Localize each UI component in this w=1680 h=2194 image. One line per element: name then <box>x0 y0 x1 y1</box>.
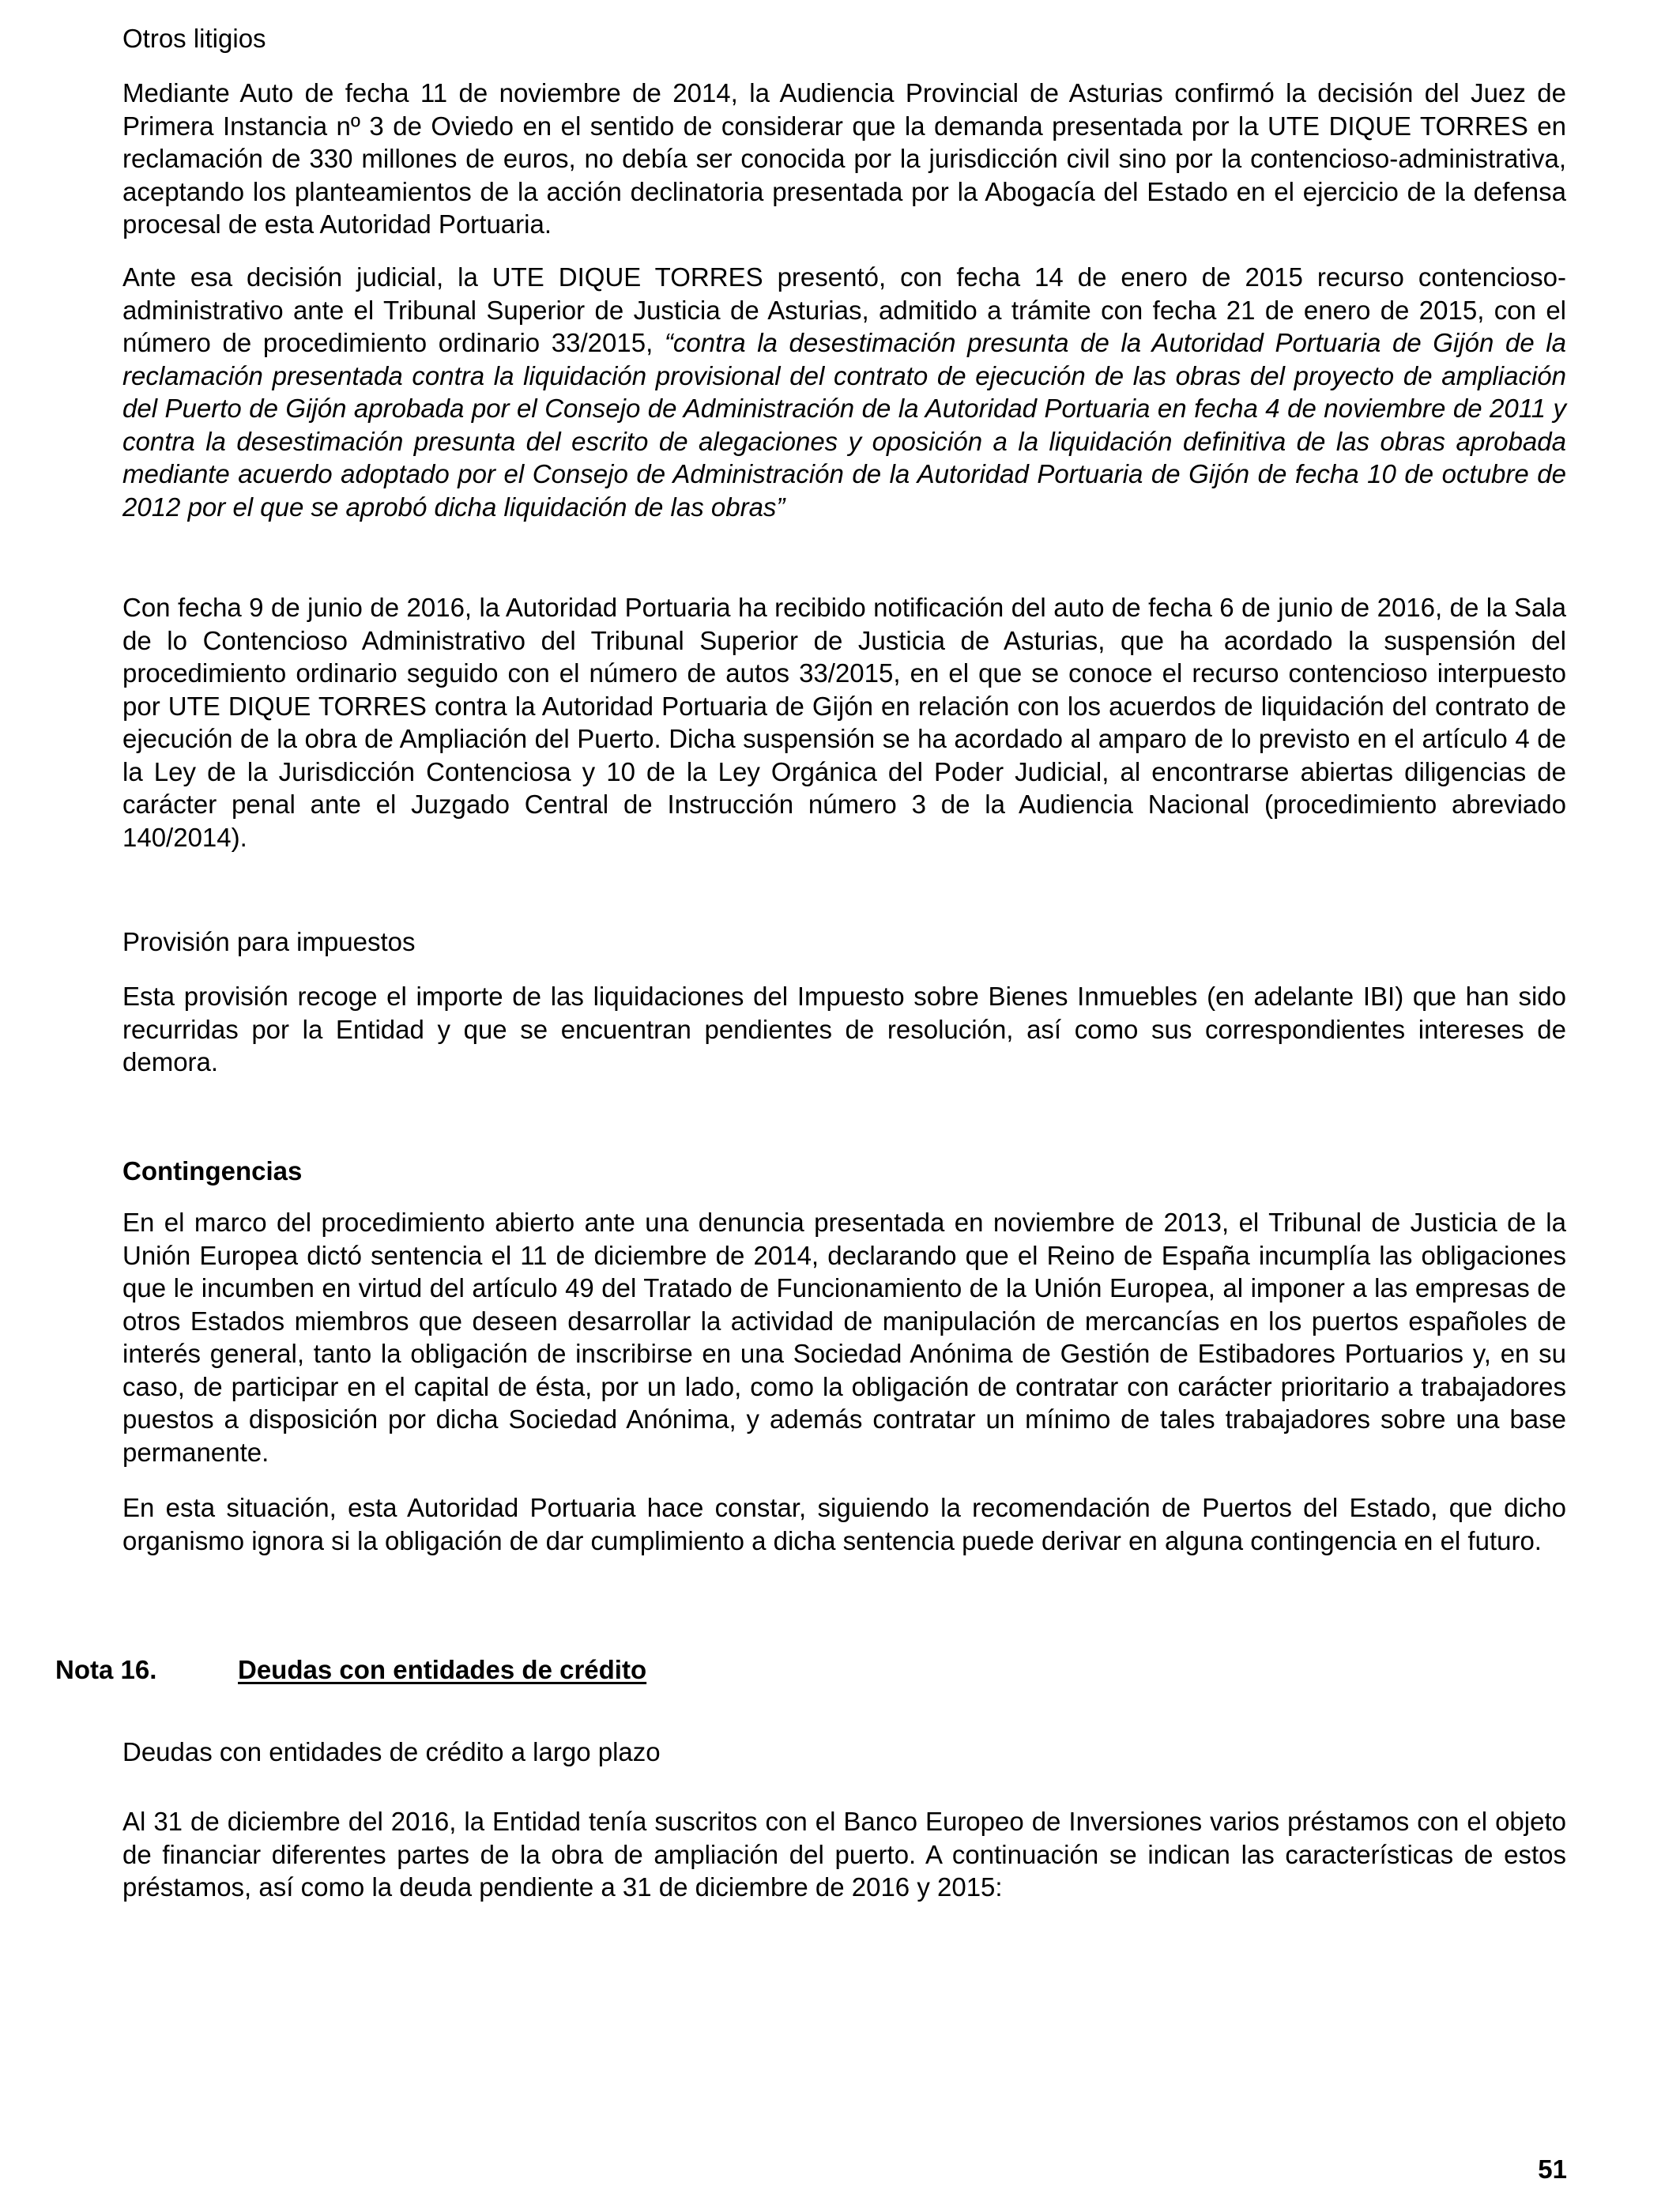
section-title-provision-impuestos: Provisión para impuestos <box>122 927 416 956</box>
paragraph-recurso-ute-quote: “contra la desestimación presunta de la Autoridad Portuaria de Gijón de la reclamación presentada contra la liquidación provisional del contrato de ejecución de las obras del proyecto de ampliación del Puerto de Gijón aprobada por el Consejo de Administración de la Autoridad Portuaria en fecha 4 de noviembre de 2011 y contra la desestimación presunta del escrito de alegaciones y oposición a la liquidación definitiva de las obras aprobada mediante acuerdo adoptado por el Consejo de Administración de la Autoridad Portuaria de Gijón de fecha 10 de octubre de 2012 por el que se aprobó dicha liquidación de las obras” <box>122 328 1566 522</box>
paragraph-auto-audiencia: Mediante Auto de fecha 11 de noviembre de 2014, la Audiencia Provincial de Asturias confirmó la decisión del Juez de Primera Instancia nº 3 de Oviedo en el sentido de considerar que la demanda presentada por la UTE DIQUE TORRES en reclamación de 330 millones de euros, no debía ser conocida por la jurisdicción civil sino por la contencioso-administrativa, aceptando los planteamientos de la acción declinatoria presentada por la Abogacía del Estado en el ejercicio de la defensa procesal de esta Autoridad Portuaria. <box>122 78 1566 239</box>
paragraph-provision-ibi: Esta provisión recoge el importe de las liquidaciones del Impuesto sobre Bienes Inmuebles (en adelante IBI) que han sido recurridas por la Entidad y que se encuentran pendientes de resolución, así como sus correspondientes intereses de demora. <box>122 982 1566 1076</box>
paragraph-suspension: Con fecha 9 de junio de 2016, la Autoridad Portuaria ha recibido notificación del auto de fecha 6 de junio de 2016, de la Sala de lo Contencioso Administrativo del Tribunal Superior de Justicia de Asturias, que ha acordado la suspensión del procedimiento ordinario seguido con el número de autos 33/2015, en el que se conoce el recurso contencioso interpuesto por UTE DIQUE TORRES contra la Autoridad Portuaria de Gijón en relación con los acuerdos de liquidación del contrato de ejecución de la obra de Ampliación del Puerto. Dicha suspensión se ha acordado al amparo de lo previsto en el artículo 4 de la Ley de la Jurisdicción Contenciosa y 10 de la Ley Orgánica del Poder Judicial, al encontrarse abiertas diligencias de carácter penal ante el Juzgado Central de Instrucción número 3 de la Audiencia Nacional (procedimiento abreviado 140/2014). <box>122 593 1566 852</box>
section-title-contingencias: Contingencias <box>122 1156 303 1186</box>
paragraph-recurso-ute <box>122 261 1566 523</box>
section-title-otros-litigios: Otros litigios <box>122 24 266 53</box>
paragraph-prestamos-bei: Al 31 de diciembre del 2016, la Entidad tenía suscritos con el Banco Europeo de Inversiones varios préstamos con el objeto de financiar diferentes partes de la obra de ampliación del puerto. A continuación se indican las características de estos préstamos, así como la deuda pendiente a 31 de diciembre de 2016 y 2015: <box>122 1807 1566 1902</box>
note-title: Deudas con entidades de crédito <box>238 1655 647 1684</box>
note-heading-16 <box>55 1653 646 1686</box>
paragraph-recurso-ute-text: Ante esa decisión judicial, la UTE DIQUE TORRES presentó, con fecha 14 de enero de 2015 recurso contencioso-administrativo ante el Tribunal Superior de Justicia de Asturias, admitido a trámite con fecha 21 de enero de 2015, con el número de procedimiento ordinario 33/2015, <box>122 262 1566 357</box>
subsection-title-largo-plazo: Deudas con entidades de crédito a largo plazo <box>122 1737 661 1766</box>
paragraph-sentencia-tjue: En el marco del procedimiento abierto ante una denuncia presentada en noviembre de 2013, el Tribunal de Justicia de la Unión Europea dictó sentencia el 11 de diciembre de 2014, declarando que el Reino de España incumplía las obligaciones que le incumben en virtud del artículo 49 del Tratado de Funcionamiento de la Unión Europea, al imponer a las empresas de otros Estados miembros que deseen desarrollar la actividad de manipulación de mercancías en los puertos españoles de interés general, tanto la obligación de inscribirse en una Sociedad Anónima de Gestión de Estibadores Portuarios y, en su caso, de participar en el capital de ésta, por un lado, como la obligación de contratar con carácter prioritario a trabajadores puestos a disposición por dicha Sociedad Anónima, y además contratar un mínimo de tales trabajadores sobre una base permanente. <box>122 1208 1566 1467</box>
page-number: 51 <box>1538 2154 1567 2184</box>
paragraph-contingencia-futuro: En esta situación, esta Autoridad Portuaria hace constar, siguiendo la recomendación de Puertos del Estado, que dicho organismo ignora si la obligación de dar cumplimiento a dicha sentencia puede derivar en alguna contingencia en el futuro. <box>122 1493 1566 1555</box>
note-number: Nota 16. <box>55 1655 157 1684</box>
